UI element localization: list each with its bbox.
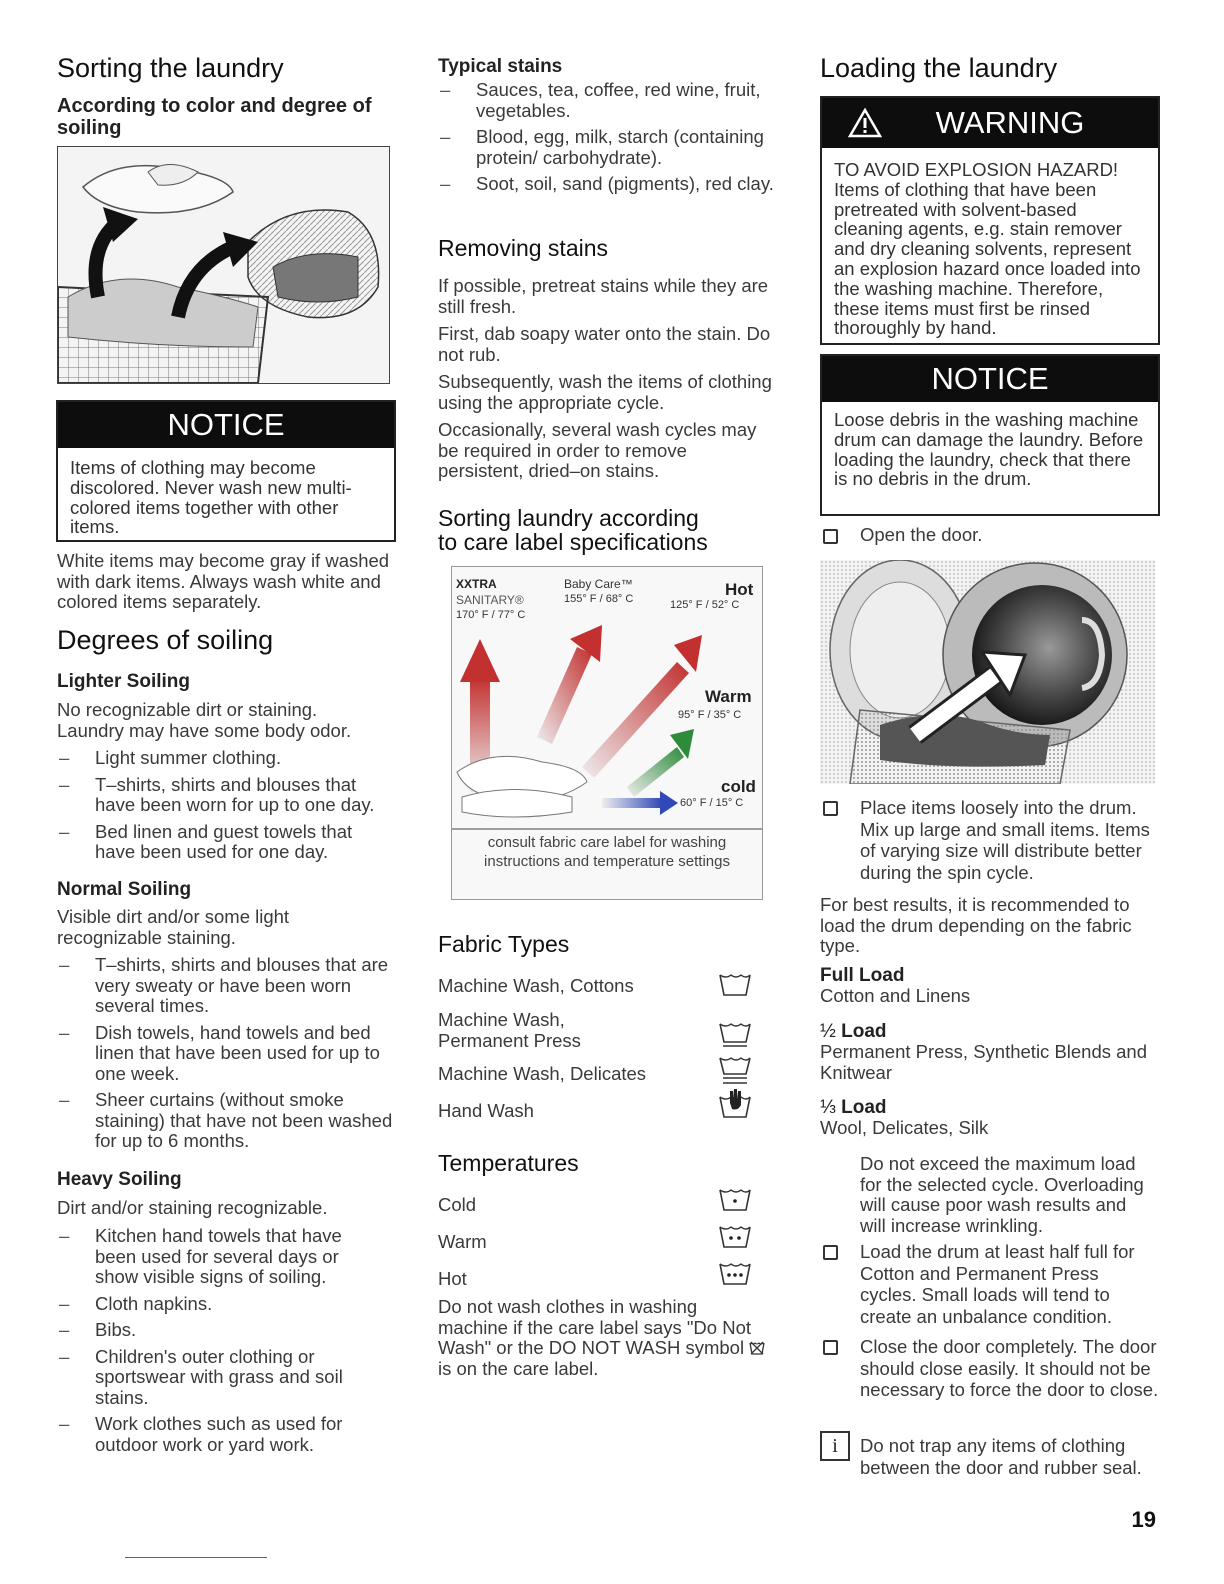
chart-label-sanitary: SANITARY® bbox=[456, 593, 524, 607]
list-item: – T–shirts, shirts and blouses that have been worn for up to one day. bbox=[57, 775, 397, 816]
footer-rule bbox=[125, 1557, 267, 1558]
washer-door-illustration bbox=[820, 560, 1155, 784]
care-title-line-1: Sorting laundry according bbox=[438, 505, 699, 531]
heading-lighter: Lighter Soiling bbox=[57, 671, 190, 692]
list-item: – Dish towels, hand towels and bed linen that have been used for up to one week. bbox=[57, 1023, 397, 1085]
care-title-line-2: to care label specifications bbox=[438, 529, 708, 555]
list-item: – Light summer clothing. bbox=[57, 748, 397, 769]
list-item: – Children's outer clothing or sportswear with grass and soil stains. bbox=[57, 1347, 377, 1409]
temp-hot-icon bbox=[718, 1260, 752, 1286]
half-load-text: Permanent Press, Synthetic Blends and Knitwear bbox=[820, 1041, 1148, 1083]
list-item: – Soot, soil, sand (pigments), red clay. bbox=[438, 174, 783, 195]
removing-paragraphs bbox=[438, 276, 773, 482]
wash-cottons-icon bbox=[718, 971, 752, 997]
warning-triangle-icon bbox=[848, 108, 882, 138]
do-not-trap-note: Do not trap any items of clothing between the door and rubber seal. bbox=[860, 1435, 1142, 1478]
list-item: – Blood, egg, milk, starch (containing protein/ carbohydrate). bbox=[438, 127, 783, 168]
half-load-heading bbox=[820, 1021, 887, 1043]
heavy-desc: Dirt and/or staining recognizable. bbox=[57, 1197, 328, 1218]
temp-warm-icon bbox=[718, 1223, 752, 1249]
do-not-wash-text: Do not wash clothes in washing machine if the care label says "Do Not Wash" or the DO NOT WASH symbol bbox=[438, 1296, 751, 1358]
fabric-row-permanent: Machine Wash, Permanent Press bbox=[438, 1009, 581, 1051]
list-item: – Cloth napkins. bbox=[57, 1294, 377, 1315]
lighter-desc: No recognizable dirt or staining. Laundry may have some body odor. bbox=[57, 699, 352, 741]
notice-box-left bbox=[56, 400, 396, 542]
white-items-note: White items may become gray if washed with dark items. Always wash white and colored items separately. bbox=[57, 550, 390, 612]
half-load-label: Load bbox=[841, 1021, 887, 1042]
chart-consult-line-1: consult fabric care label for washing bbox=[487, 834, 727, 851]
chart-label-baby: Baby Care™ bbox=[564, 577, 633, 591]
warning-text: TO AVOID EXPLOSION HAZARD! Items of clothing that have been pretreated with solvent-based cleaning agents, e.g. stain remover and dry cleaning solvents, represent an explosion hazard once loaded into the washing machine. Therefore, these items must first be rinsed thoroughly by hand. bbox=[834, 159, 1141, 339]
do-not-wash-icon bbox=[749, 1341, 765, 1355]
care-label-chart bbox=[451, 566, 763, 900]
checkbox-bullet bbox=[823, 529, 838, 544]
temp-row-warm: Warm bbox=[438, 1231, 487, 1252]
checkbox-bullet bbox=[823, 1340, 838, 1355]
section-title-care-label bbox=[438, 506, 708, 554]
chart-consult-note bbox=[456, 833, 758, 871]
list-item: – Work clothes such as used for outdoor work or yard work. bbox=[57, 1414, 377, 1455]
notice-text: Items of clothing may become discolored. Never wash new multi-colored items together with other items. bbox=[70, 457, 352, 538]
third-load-text: Wool, Delicates, Silk bbox=[820, 1117, 989, 1138]
temp-row-cold: Cold bbox=[438, 1194, 477, 1215]
fabric-row-delicates: Machine Wash, Delicates bbox=[438, 1063, 647, 1084]
paragraph: Occasionally, several wash cycles may be required in order to remove persistent, dried–on stains. bbox=[438, 419, 757, 481]
chart-label-cold: cold bbox=[721, 777, 756, 796]
step-open-door: Open the door. bbox=[860, 524, 983, 545]
hand-wash-icon bbox=[718, 1087, 752, 1119]
notice-label-right: NOTICE bbox=[822, 356, 1158, 402]
list-item: – Bibs. bbox=[57, 1320, 377, 1341]
fabric-row-handwash: Hand Wash bbox=[438, 1100, 534, 1121]
list-item: – Sauces, tea, coffee, red wine, fruit, vegetables. bbox=[438, 80, 783, 121]
list-item: – Bed linen and guest towels that have been used for one day. bbox=[57, 822, 397, 863]
fabric-row-cottons: Machine Wash, Cottons bbox=[438, 975, 634, 996]
notice-box-right bbox=[820, 354, 1160, 516]
chart-label-xxtra: XXTRA bbox=[456, 577, 497, 591]
subtitle-color-soiling: According to color and degree of soiling bbox=[57, 95, 372, 139]
chart-temp-sanitary: 170° F / 77° C bbox=[456, 609, 526, 621]
typical-stains-list bbox=[438, 80, 783, 195]
warning-box bbox=[820, 96, 1160, 345]
section-title-temperatures: Temperatures bbox=[438, 1150, 579, 1176]
wash-permanent-press-icon bbox=[718, 1020, 752, 1048]
section-title-fabric-types: Fabric Types bbox=[438, 931, 570, 957]
temp-row-hot: Hot bbox=[438, 1268, 467, 1289]
normal-desc: Visible dirt and/or some light recognizable staining. bbox=[57, 906, 290, 948]
section-title-removing: Removing stains bbox=[438, 235, 609, 261]
wash-delicates-icon bbox=[718, 1054, 752, 1086]
notice-label: NOTICE bbox=[58, 402, 394, 448]
page-number: 19 bbox=[1131, 1507, 1156, 1532]
best-results-note: For best results, it is recommended to load the drum depending on the fabric type. bbox=[820, 894, 1132, 956]
checkbox-bullet bbox=[823, 1245, 838, 1260]
lighter-list bbox=[57, 748, 397, 863]
sorting-illustration bbox=[57, 146, 390, 384]
list-item: – T–shirts, shirts and blouses that are very sweaty or have been worn several times. bbox=[57, 955, 397, 1017]
section-title-sorting: Sorting the laundry bbox=[57, 53, 284, 83]
third-load-heading bbox=[820, 1097, 887, 1119]
paragraph: If possible, pretreat stains while they are still fresh. bbox=[438, 275, 769, 317]
checkbox-bullet bbox=[823, 801, 838, 816]
warning-bar bbox=[822, 98, 1158, 148]
section-title-loading: Loading the laundry bbox=[820, 53, 1058, 83]
heading-typical-stains: Typical stains bbox=[438, 56, 563, 77]
full-load-text: Cotton and Linens bbox=[820, 985, 971, 1006]
chart-temp-hot: 125° F / 52° C bbox=[670, 599, 740, 611]
step-half-full: Load the drum at least half full for Cotton and Permanent Press cycles. Small loads will tend to create an unbalance condition. bbox=[860, 1241, 1135, 1327]
do-not-wash-note bbox=[438, 1297, 768, 1379]
do-not-exceed-note: Do not exceed the maximum load for the selected cycle. Overloading will cause poor wash results and will increase wrinkling. bbox=[860, 1153, 1144, 1236]
section-title-degrees: Degrees of soiling bbox=[57, 625, 274, 655]
chart-temp-baby: 155° F / 68° C bbox=[564, 593, 634, 605]
list-item: – Kitchen hand towels that have been used for several days or show visible signs of soiling. bbox=[57, 1226, 377, 1288]
heading-heavy: Heavy Soiling bbox=[57, 1169, 182, 1190]
paragraph: Subsequently, wash the items of clothing using the appropriate cycle. bbox=[438, 371, 772, 413]
notice-text-right: Loose debris in the washing machine drum can damage the laundry. Before loading the laundry, check that there is no debris in the drum. bbox=[834, 409, 1144, 490]
third-load-label: Load bbox=[841, 1097, 887, 1118]
chart-temp-warm: 95° F / 35° C bbox=[678, 709, 742, 721]
do-not-wash-tail: is on the care label. bbox=[438, 1357, 599, 1379]
chart-label-hot: Hot bbox=[725, 580, 754, 599]
info-icon: i bbox=[820, 1431, 850, 1461]
temp-cold-icon bbox=[718, 1186, 752, 1212]
list-item: – Sheer curtains (without smoke staining) that have not been washed for up to 6 months. bbox=[57, 1090, 397, 1152]
chart-label-warm: Warm bbox=[705, 687, 752, 706]
step-close-door: Close the door completely. The door should close easily. It should not be necessary to force the door to close. bbox=[860, 1336, 1159, 1400]
warning-label: WARNING bbox=[935, 105, 1085, 140]
heading-normal: Normal Soiling bbox=[57, 879, 192, 900]
normal-list bbox=[57, 955, 397, 1152]
half-fraction: ½ bbox=[820, 1021, 836, 1042]
chart-temp-cold: 60° F / 15° C bbox=[680, 797, 744, 809]
heavy-list bbox=[57, 1226, 377, 1455]
step-place-items: Place items loosely into the drum. Mix up large and small items. Items of varying size will distribute better during the spin cycle. bbox=[860, 797, 1150, 883]
chart-consult-line-2: instructions and temperature settings bbox=[484, 853, 730, 870]
third-fraction: ⅓ bbox=[820, 1097, 836, 1118]
paragraph: First, dab soapy water onto the stain. Do not rub. bbox=[438, 323, 771, 365]
full-load-heading: Full Load bbox=[820, 965, 905, 986]
